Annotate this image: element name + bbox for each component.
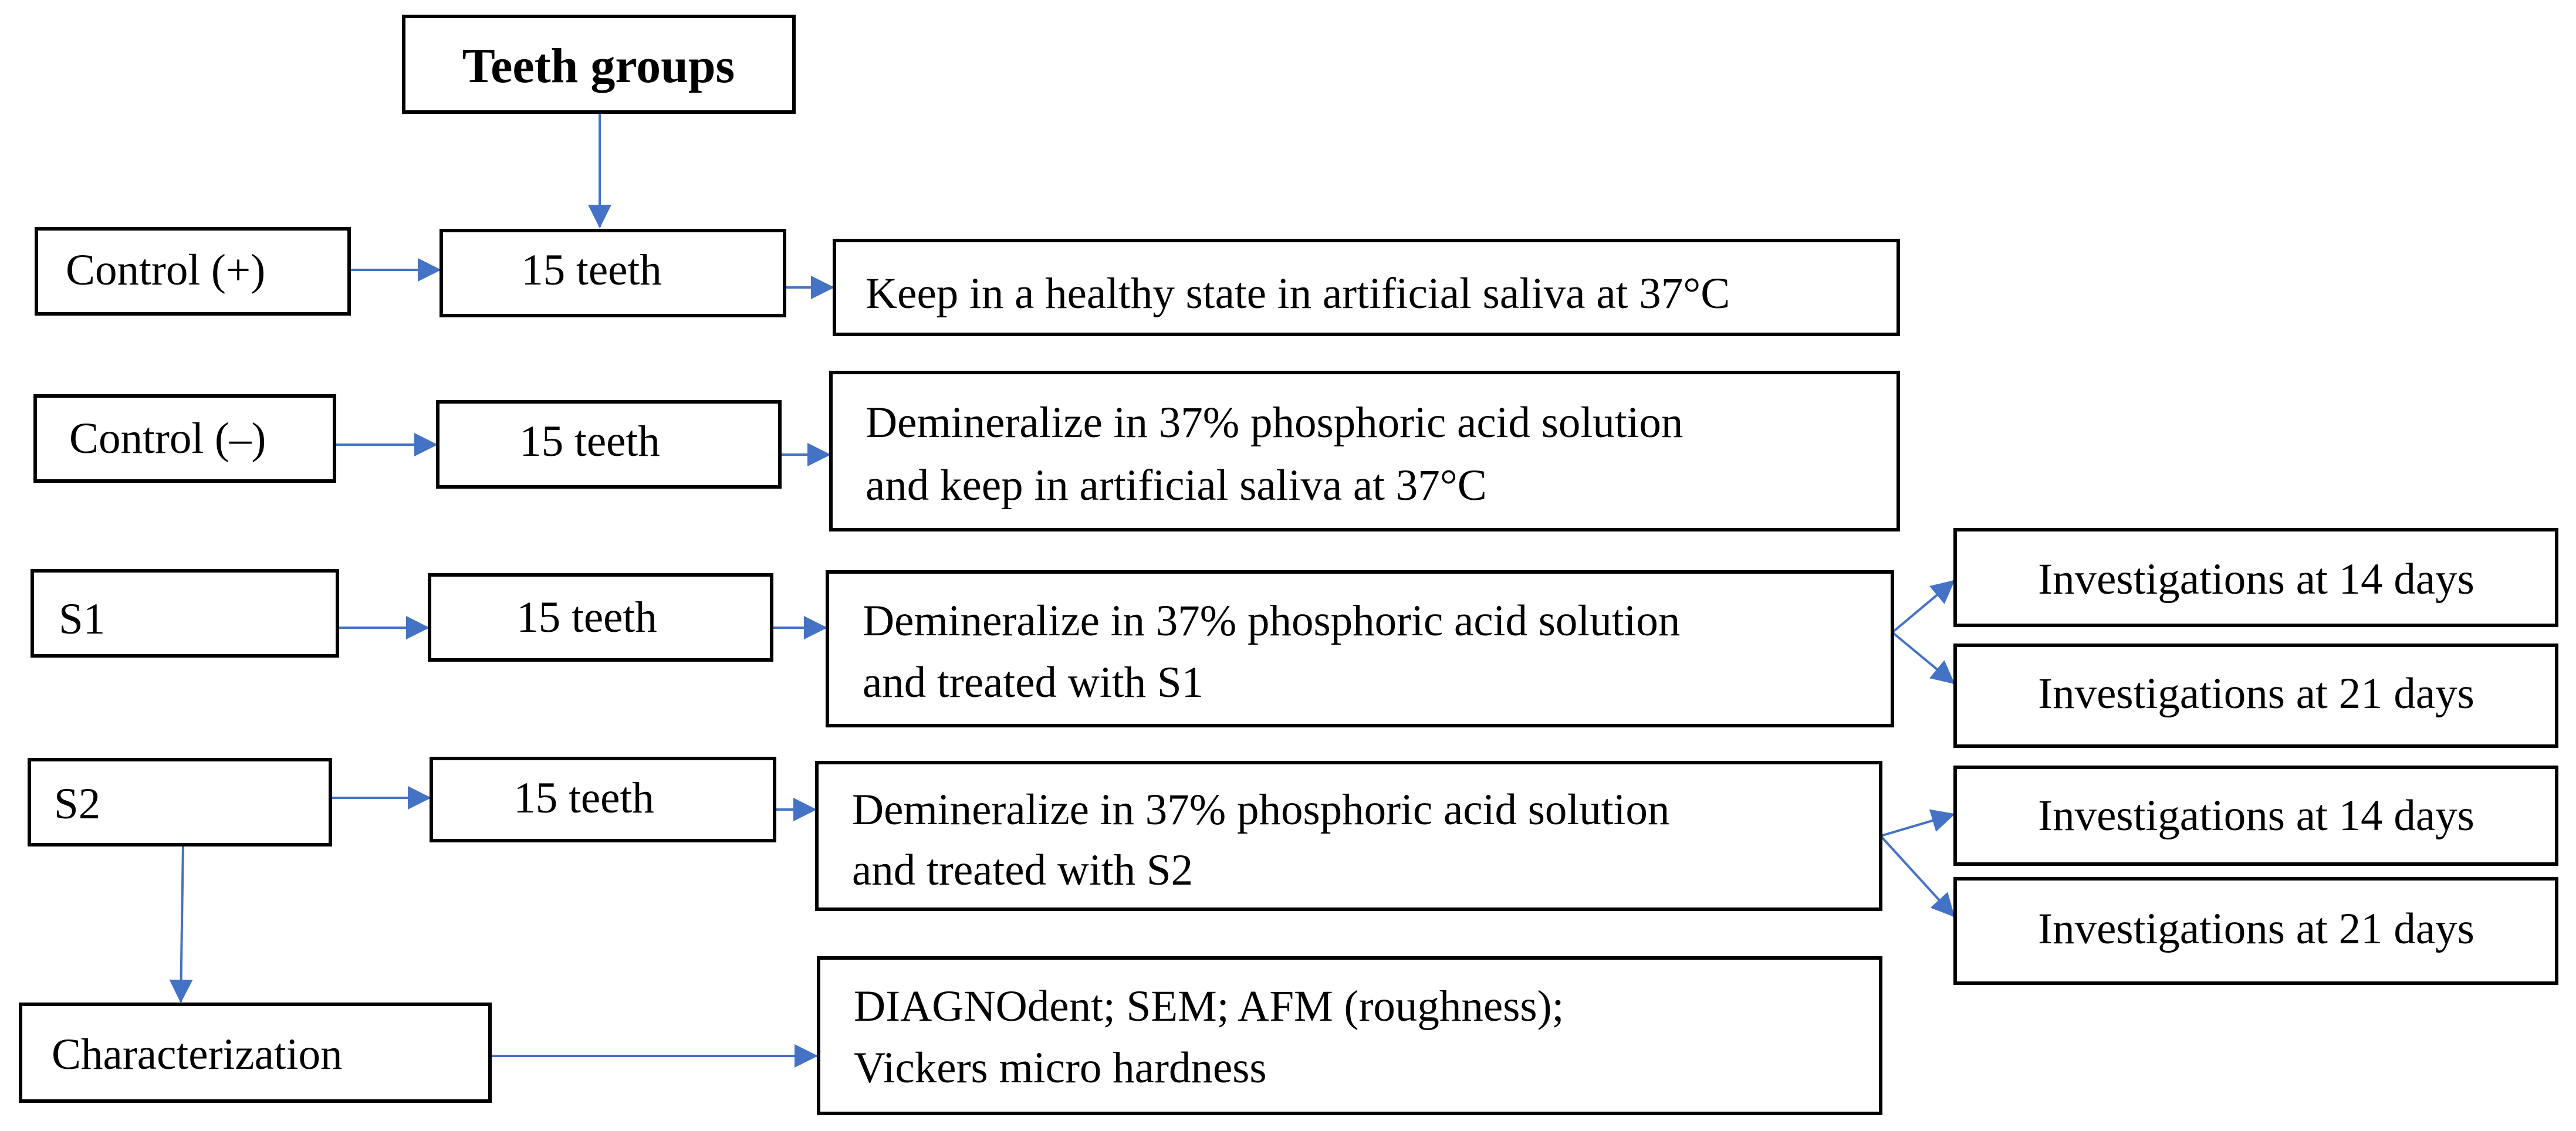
teeth-count-label: 15 teeth [513,774,654,822]
arrow-treatment-3-to-inv-14 [1892,581,1954,632]
treatment-line-2: and keep in artificial saliva at 37°C [866,461,1487,510]
teeth-count-label: 15 teeth [516,593,657,642]
characterization-label: Characterization [52,1030,343,1079]
treatment-line-2: and treated with S2 [852,846,1194,895]
arrow-group-4-to-characterization [181,845,183,1002]
arrow-treatment-4-to-inv-21 [1881,836,1954,916]
treatment-line-1: Demineralize in 37% phosphoric acid solution [866,398,1683,447]
arrow-treatment-4-to-inv-14 [1881,814,1954,836]
treatment-line-1: Demineralize in 37% phosphoric acid solution [863,597,1681,645]
title-node [404,16,794,112]
treatment-line-2: and treated with S1 [863,658,1204,707]
investigation-14-days: Investigations at 14 days [2038,555,2474,604]
teeth-count-label: 15 teeth [521,246,662,294]
investigation-21-days: Investigations at 21 days [2038,905,2474,953]
arrow-treatment-3-to-inv-21 [1892,632,1954,683]
group-label: Control (+) [66,246,266,294]
group-s1-row [32,530,2557,746]
investigation-14-days: Investigations at 14 days [2038,791,2474,840]
characterization-row [21,958,1881,1113]
investigation-21-days: Investigations at 21 days [2038,669,2474,718]
group-control-negative-row [35,373,1898,530]
group-control-positive-row [36,229,1898,334]
title-text: Teeth groups [462,39,735,93]
group-s2-row [29,758,2557,983]
teeth-count-label: 15 teeth [519,417,660,466]
treatment-line-1: Demineralize in 37% phosphoric acid solution [852,785,1670,834]
methods-line-2: Vickers micro hardness [854,1044,1267,1092]
methods-line-1: DIAGNOdent; SEM; AFM (roughness); [854,982,1564,1031]
group-label: S2 [54,780,101,828]
group-label: Control (–) [69,414,266,463]
group-label: S1 [59,595,106,644]
treatment-line-1: Keep in a healthy state in artificial saliva at 37°C [866,269,1730,318]
